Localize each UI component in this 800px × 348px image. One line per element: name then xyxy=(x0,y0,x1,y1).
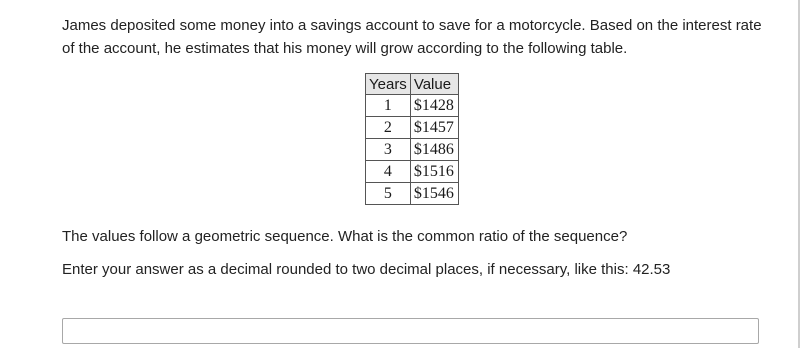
answer-instructions: Enter your answer as a decimal rounded to two decimal places, if necessary, like this: 42.53 xyxy=(62,261,671,278)
header-value: Value xyxy=(410,74,458,95)
cell-years: 5 xyxy=(366,183,411,205)
table-row xyxy=(366,183,459,205)
cell-value: $1546 xyxy=(410,183,458,205)
cell-years: 1 xyxy=(366,95,411,117)
cell-value: $1486 xyxy=(410,139,458,161)
question-prompt: The values follow a geometric sequence. What is the common ratio of the sequence? xyxy=(62,228,628,245)
answer-input[interactable] xyxy=(62,318,759,344)
cell-years: 4 xyxy=(366,161,411,183)
table-row xyxy=(366,139,459,161)
question-intro: James deposited some money into a savings account to save for a motorcycle. Based on the interest rate of the account, he estimates that his money will grow according to the following table. xyxy=(62,17,762,57)
cell-value: $1516 xyxy=(410,161,458,183)
table-row xyxy=(366,95,459,117)
header-years: Years xyxy=(366,74,411,95)
cell-value: $1428 xyxy=(410,95,458,117)
years-value-table xyxy=(365,73,459,205)
table-header-row xyxy=(366,74,459,95)
table-row xyxy=(366,117,459,139)
cell-years: 3 xyxy=(366,139,411,161)
cell-years: 2 xyxy=(366,117,411,139)
table-row xyxy=(366,161,459,183)
cell-value: $1457 xyxy=(410,117,458,139)
